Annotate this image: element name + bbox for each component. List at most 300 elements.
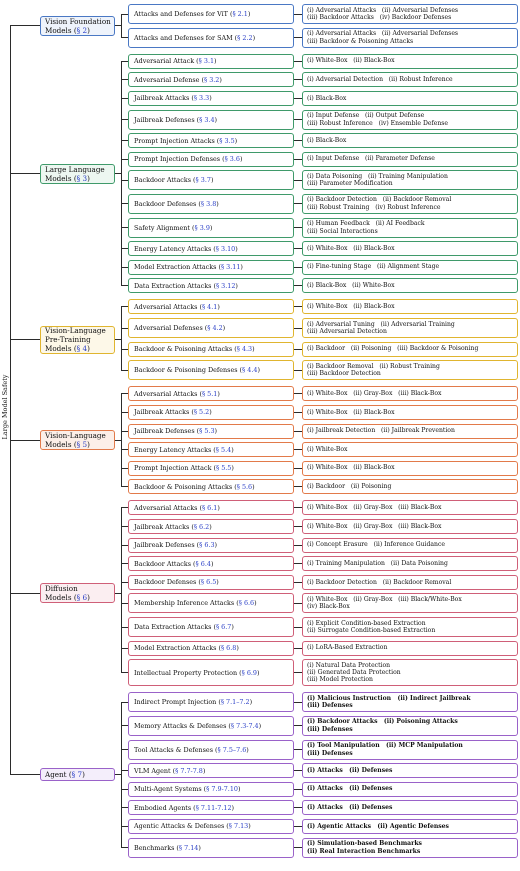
topic-box [128,442,294,457]
topic-box-text: Attacks and Defenses for SAM ( [134,33,238,42]
leaf-box-text: (i) White-Box (ii) Gray-Box (iii) Black-Box [307,390,442,398]
leaf-box [302,500,518,515]
topic-box-text: Prompt Injection Attack ( [134,464,216,473]
topic-box-text: Benchmarks ( [134,843,179,852]
topic-box-text: Membership Inference Attacks ( [134,599,239,608]
paren: ) [249,698,253,707]
topic-box [128,260,294,275]
topic-box-text: Backdoor & Poisoning Attacks ( [134,345,237,354]
section-ref: § 4.3 [236,345,253,354]
connector [294,267,302,268]
section-ref: § 3.12 [215,281,236,290]
topic-box-text: Backdoor Attacks ( [134,559,196,568]
connector [10,339,40,340]
leaf-box [302,692,518,712]
paren: ) [258,721,262,730]
section-ref: § 6.7 [215,623,232,631]
leaf-box [302,838,518,858]
connector [121,770,128,771]
connector [294,770,302,771]
topic-box [128,386,294,401]
connector [10,25,40,26]
section-ref: § 5.3 [199,427,215,435]
connector [294,603,302,604]
paren: ) [210,559,214,568]
topic-box-text: Intellectual Property Protection ( [134,668,242,677]
connector [10,440,40,441]
topic-box [128,318,294,338]
connector [121,449,128,450]
section-ref: § 3.5 [219,136,235,145]
paren: ) [234,136,238,145]
connector [121,267,128,268]
leaf-box [302,461,518,476]
paren: ) [236,644,239,653]
connector [121,248,128,249]
category-box-text: Vision-Language Models ( [45,431,106,450]
connector [294,159,302,160]
connector [121,563,128,564]
topic-box-text: VLM Agent ( [134,766,176,775]
leaf-box [302,538,518,553]
topic-box-text: Energy Latency Attacks ( [134,445,216,454]
topic-box-text: Indirect Prompt Injection ( [134,698,221,707]
connector [121,789,128,790]
leaf-box [302,479,518,494]
connector [115,339,121,340]
topic-box-text: Jailbreak Defenses ( [134,427,200,435]
connector [121,119,128,120]
leaf-box-text: (i) Adversarial Attacks (ii) Adversarial Defenses (iii) Backdoor Attacks (iv) Backdoor Defenses [307,6,459,21]
leaf-box-text: (i) Adversarial Tuning (ii) Adversarial Training (iii) Adversarial Detection [307,320,455,335]
connector [115,774,121,775]
topic-box-text: Memory Attacks & Defenses ( [134,721,231,730]
topic-box [128,28,294,48]
leaf-box [302,91,518,106]
connector [10,774,40,775]
leaf-box [302,740,518,760]
connector [121,140,128,141]
connector [121,98,128,99]
connector [294,826,302,827]
connector [294,98,302,99]
connector [121,582,128,583]
section-ref: § 7.9-7.10 [206,785,238,794]
paren: ) [210,176,214,185]
topic-box-text: Adversarial Attacks ( [134,503,202,512]
topic-box [128,110,294,130]
paren: ) [209,522,212,531]
connector [121,285,128,286]
topic-box [128,819,294,834]
section-ref: § 5 [76,440,88,450]
topic-box [128,641,294,656]
section-ref: § 6.9 [241,668,257,677]
topic-box [128,72,294,87]
leaf-box-text: (i) Adversarial Attacks (ii) Adversarial Defenses (iii) Backdoor & Poisoning Attacks [307,30,459,45]
leaf-box-text: (i) Black-Box (ii) White-Box [307,282,395,290]
topic-box-text: Prompt Injection Attacks ( [134,136,220,145]
leaf-box [302,641,518,656]
leaf-box [302,442,518,457]
connector [294,468,302,469]
connector [121,648,128,649]
topic-box-text: Energy Latency Attacks ( [134,244,216,253]
paren: ) [202,766,206,775]
connector [294,61,302,62]
leaf-box-text: (i) White-Box (ii) Black-Box [307,244,395,252]
leaf-box [302,152,518,167]
topic-box [128,405,294,420]
leaf-box-text: (i) Simulation-based Benchmarks (ii) Real Interaction Benchmarks [307,840,422,855]
connector [294,526,302,527]
leaf-box-text: (i) Agentic Attacks (ii) Agentic Defenses [307,822,449,830]
section-ref: § 3.9 [194,223,210,232]
leaf-box [302,318,518,338]
connector [10,26,11,775]
topic-box [128,659,294,686]
connector [294,749,302,750]
topic-box-text: Backdoor Defenses ( [134,199,201,208]
section-ref: § 6.1 [201,503,218,512]
category-box-text: Vision Foundation Models ( [45,16,111,35]
connector [294,37,302,38]
connector [121,627,128,628]
paren: ) [214,57,217,66]
paren: ) [87,25,90,35]
connector [121,431,128,432]
topic-box [128,461,294,476]
paren: ) [252,33,256,42]
connector [294,180,302,181]
section-ref: § 5.6 [236,482,253,491]
category-box [40,164,115,184]
section-ref: § 7.14 [178,843,199,852]
connector [115,593,121,594]
section-ref: § 2 [76,25,88,35]
leaf-box-text: (i) Adversarial Detection (ii) Robust Inference [307,76,453,84]
leaf-box-text: (i) White-Box (ii) Gray-Box (iii) Black/White-Box (iv) Black-Box [307,595,462,611]
leaf-box [302,133,518,148]
connector [10,593,40,594]
connector [294,847,302,848]
connector [294,702,302,703]
topic-box-text: Safety Alignment ( [134,223,195,232]
topic-box [128,716,294,736]
connector [121,412,128,413]
paren: ) [217,302,220,311]
section-ref: § 7.7-7.8 [175,766,203,775]
leaf-box-text: (i) Backdoor Detection (ii) Backdoor Removal (iii) Robust Training (iv) Robust Inference [307,196,452,211]
connector [121,486,128,487]
connector [121,306,128,307]
leaf-box-text: (i) Backdoor (ii) Poisoning (iii) Backdoor & Poisoning [307,345,479,353]
section-ref: § 3.2 [203,75,220,84]
leaf-box [302,575,518,590]
paren: ) [217,503,220,512]
paren: ) [217,389,220,398]
leaf-box [302,519,518,534]
leaf-box [302,72,518,87]
connector [294,14,302,15]
category-box [40,768,115,781]
topic-box-text: Backdoor Defenses ( [134,578,201,587]
leaf-box-text: (i) Concept Erasure (ii) Inference Guidance [307,541,445,549]
leaf-box-text: (i) LoRA-Based Extraction [307,644,388,652]
topic-box [128,692,294,712]
connector [294,306,302,307]
topic-box [128,4,294,24]
connector [294,119,302,120]
topic-box-text: Backdoor Attacks ( [134,176,196,185]
paren: ) [248,822,251,831]
leaf-box-text: (i) Jailbreak Detection (ii) Jailbreak Prevention [307,427,455,435]
paren: ) [82,770,85,780]
category-box [40,326,115,354]
paren: ) [247,10,251,18]
leaf-box [302,170,518,190]
category-box [40,16,115,36]
connector [294,140,302,141]
paren: ) [231,623,234,631]
connector [294,431,302,432]
leaf-box-text: (i) Human Feedback (ii) AI Feedback (iii) Social Interactions [307,220,425,235]
topic-box [128,575,294,590]
topic-box [128,91,294,106]
connector [121,180,128,181]
connector [121,159,128,160]
section-ref: § 7.3-7.4 [230,721,259,730]
leaf-box-text: (i) Attacks (ii) Defenses [307,766,393,774]
connector [294,328,302,329]
leaf-box [302,299,518,314]
connector [121,847,128,848]
connector [121,349,128,350]
paren: ) [198,843,201,852]
leaf-box [302,819,518,834]
leaf-box [302,218,518,238]
category-box-text: Agent ( [45,770,72,780]
connector [294,648,302,649]
connector [121,725,128,726]
section-ref: § 5.1 [201,389,218,398]
leaf-box [302,782,518,797]
connector [294,507,302,508]
section-ref: § 7.5–7.6 [217,745,247,754]
section-ref: § 6.8 [220,644,237,653]
leaf-box [302,800,518,815]
section-ref: § 4.4 [242,366,258,375]
topic-box [128,170,294,190]
leaf-box [302,617,518,637]
leaf-box-text: (i) White-Box (ii) Gray-Box (iii) Black-Box [307,522,442,530]
topic-box-text: Attacks and Defenses for ViT ( [134,10,233,18]
connector [121,14,128,15]
leaf-box [302,763,518,778]
section-ref: § 4 [76,344,88,354]
connector [10,173,40,174]
leaf-box-text: (i) White-Box [307,445,348,453]
topic-box [128,218,294,238]
leaf-box [302,593,518,613]
connector [294,725,302,726]
topic-box-text: Adversarial Attacks ( [134,389,202,398]
paren: ) [231,803,235,812]
leaf-box-text: (i) Backdoor (ii) Poisoning [307,483,392,491]
leaf-box-text: (i) White-Box (ii) Black-Box [307,303,395,311]
leaf-box [302,405,518,420]
leaf-box-text: (i) Input Defense (ii) Output Defense (iii) Robust Inference (iv) Ensemble Defense [307,112,448,127]
leaf-box [302,194,518,214]
paren: ) [216,578,219,587]
connector [294,412,302,413]
paren: ) [237,785,241,794]
topic-box [128,54,294,69]
section-ref: § 6.2 [193,522,210,531]
section-ref: § 3.7 [195,176,211,185]
root-label: Large Model Safety [1,374,9,440]
connector [115,173,121,174]
paren: ) [239,155,243,164]
paren: ) [87,173,90,183]
topic-box-text: Adversarial Attack ( [134,57,199,66]
topic-box-text: Agentic Attacks & Defenses ( [134,822,229,831]
connector [294,789,302,790]
paren: ) [235,244,238,253]
paren: ) [209,408,212,417]
topic-box [128,500,294,515]
leaf-box-text: (i) Backdoor Attacks (ii) Poisoning Attacks (iii) Defenses [307,718,458,733]
connector [121,37,128,38]
section-ref: § 3.11 [220,263,241,272]
category-box-text: Large Language Models ( [45,164,105,183]
section-ref: § 6.4 [195,559,211,568]
section-ref: § 6.6 [238,599,255,608]
leaf-box-text: (i) Fine-tuning Stage (ii) Alignment Stage [307,263,440,271]
topic-box [128,360,294,380]
section-ref: § 6 [76,593,88,603]
connector [121,826,128,827]
paren: ) [256,668,260,677]
topic-box [128,838,294,858]
connector [121,702,128,703]
section-ref: § 7.11-7.12 [195,803,232,812]
connector [294,285,302,286]
topic-box [128,194,294,214]
topic-box-text: Backdoor & Poisoning Attacks ( [134,482,237,491]
section-ref: § 6.5 [200,578,217,587]
leaf-box-text: (i) Black-Box [307,94,347,102]
leaf-box [302,4,518,24]
paren: ) [252,345,255,354]
leaf-box-text: (i) Backdoor Detection (ii) Backdoor Removal [307,578,452,586]
topic-box-text: Embodied Agents ( [134,803,196,812]
leaf-box-text: (i) White-Box (ii) Black-Box [307,408,395,416]
connector [294,227,302,228]
connector [121,603,128,604]
connector [294,248,302,249]
leaf-box [302,386,518,401]
leaf-box-text: (i) Malicious Instruction (ii) Indirect Jailbreak (iii) Defenses [307,694,471,710]
paren: ) [219,75,222,84]
topic-box-text: Backdoor & Poisoning Defenses ( [134,366,243,375]
topic-box-text: Adversarial Defense ( [134,75,204,84]
connector [294,393,302,394]
section-ref: § 3.1 [198,57,215,66]
paren: ) [240,263,243,272]
category-box [40,430,115,450]
connector [294,203,302,204]
connector [294,545,302,546]
section-ref: § 3.3 [193,94,210,103]
connector [121,507,128,508]
category-box-text: Diffusion Models ( [45,584,78,603]
paren: ) [87,344,90,354]
topic-box [128,342,294,357]
paren: ) [257,366,260,375]
section-ref: § 6.3 [199,541,215,550]
category-box [40,583,115,603]
connector [121,468,128,469]
paren: ) [214,115,218,124]
topic-box-text: Model Extraction Attacks ( [134,263,221,272]
connector [294,807,302,808]
topic-box [128,617,294,637]
topic-box-text: Data Extraction Attacks ( [134,623,216,631]
leaf-box-text: (i) Backdoor Removal (ii) Robust Training (iii) Backdoor Detection [307,362,440,378]
leaf-box-text: (i) Data Poisoning (ii) Training Manipulation (iii) Parameter Modification [307,172,448,188]
connector [115,25,121,26]
topic-box [128,763,294,778]
section-ref: § 7.1–7.2 [220,698,250,707]
connector [121,526,128,527]
leaf-box [302,716,518,736]
leaf-box [302,241,518,256]
section-ref: § 2.2 [237,33,253,42]
section-ref: § 3.6 [224,155,240,164]
leaf-box-text: (i) Training Manipulation (ii) Data Poisoning [307,559,448,567]
leaf-box-text: (i) White-Box (ii) Black-Box [307,464,395,472]
paren: ) [231,445,234,454]
section-ref: § 7.13 [228,822,249,831]
paren: ) [252,482,255,491]
leaf-box-text: (i) White-Box (ii) Black-Box [307,57,395,65]
connector [121,672,128,673]
connector [294,486,302,487]
connector [294,627,302,628]
topic-box [128,782,294,797]
topic-box [128,556,294,571]
paren: ) [231,464,234,473]
leaf-box-text: (i) Natural Data Protection (ii) Generated Data Protection (iii) Model Protection [307,661,401,684]
leaf-box [302,360,518,380]
topic-box-text: Jailbreak Defenses ( [134,115,200,124]
topic-box-text: Multi-Agent Systems ( [134,785,207,794]
topic-box-text: Model Extraction Attacks ( [134,644,221,653]
topic-box-text: Jailbreak Attacks ( [134,522,194,531]
connector [294,563,302,564]
connector [121,370,128,371]
paren: ) [235,281,238,290]
topic-box-text: Adversarial Attacks ( [134,302,202,311]
leaf-box [302,342,518,357]
connector [121,393,128,394]
paren: ) [209,94,212,103]
section-ref: § 5.5 [215,464,232,473]
connector [115,440,121,441]
section-ref: § 5.4 [215,445,232,454]
paren: ) [214,541,218,550]
